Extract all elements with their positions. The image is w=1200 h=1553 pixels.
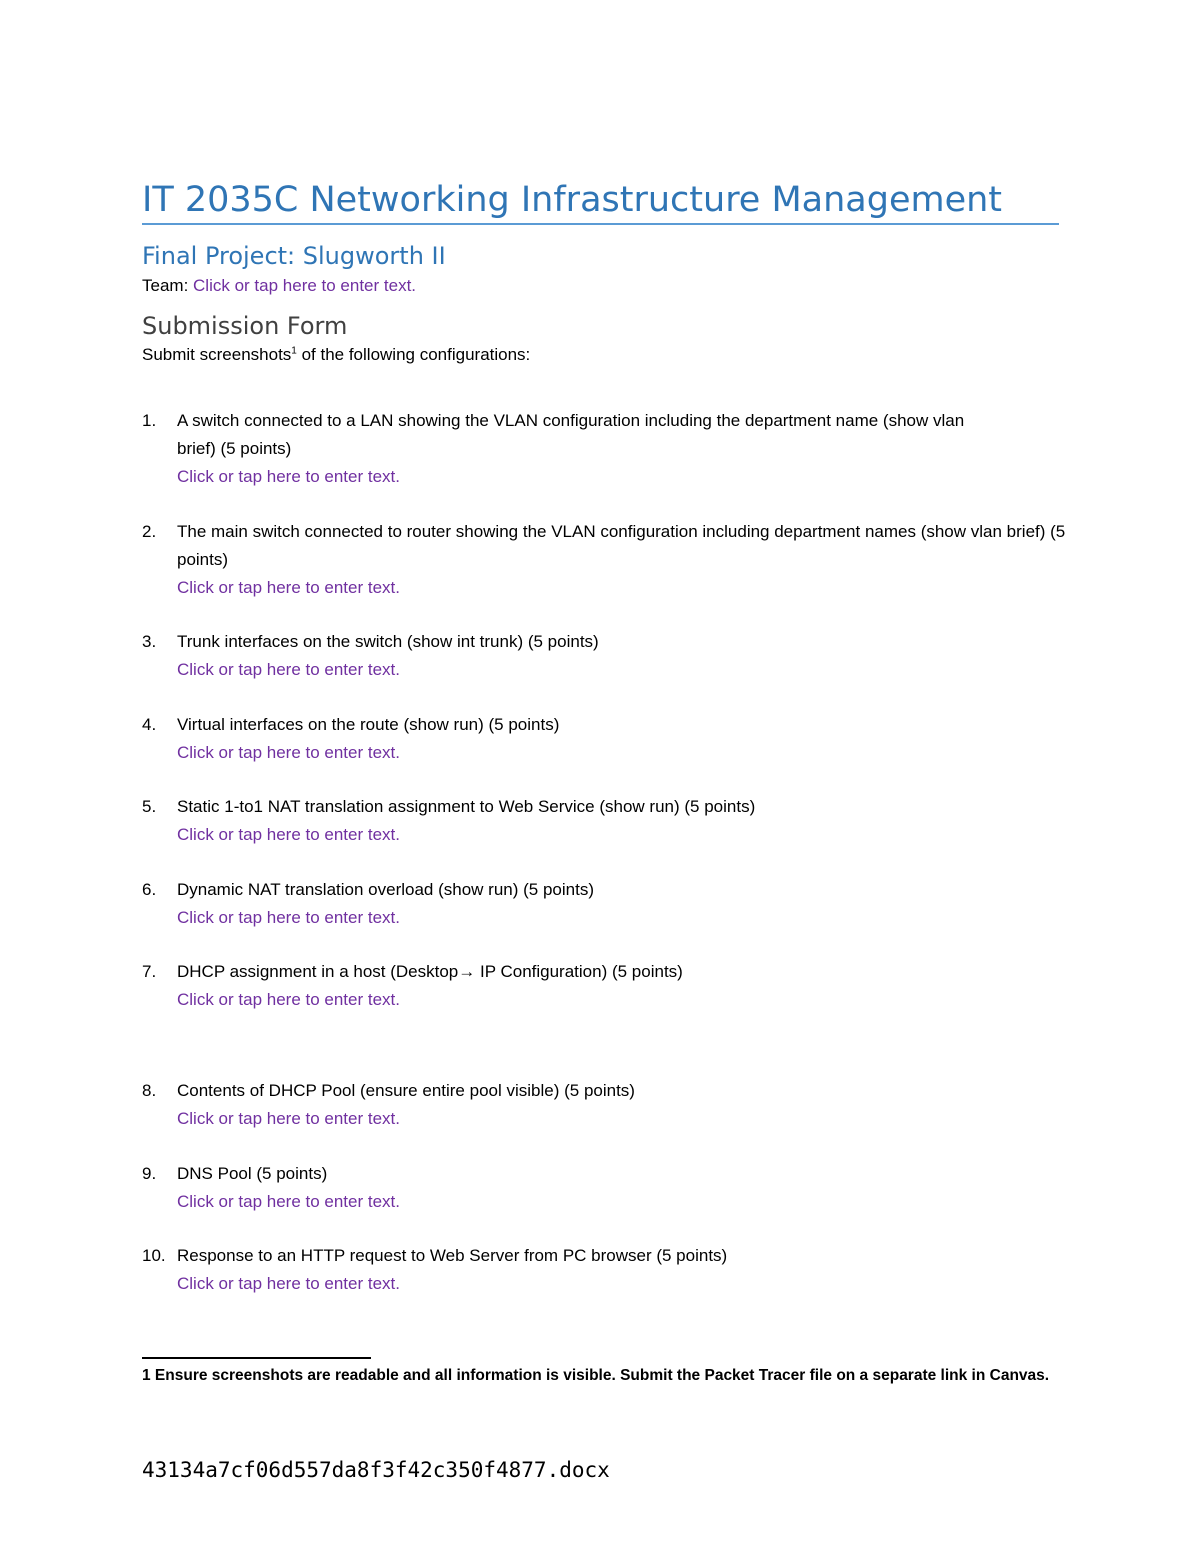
item-answer-input[interactable]: Click or tap here to enter text. [177, 578, 400, 597]
item-answer-input[interactable]: Click or tap here to enter text. [177, 1192, 400, 1211]
section-heading: Submission Form [142, 312, 348, 340]
item-text: Contents of DHCP Pool (ensure entire pool visible) (5 points) [177, 1081, 635, 1100]
item-number: 7. [142, 962, 157, 981]
item-number: 8. [142, 1081, 157, 1100]
item-number: 3. [142, 632, 157, 651]
intro-paragraph [142, 343, 530, 367]
list-item [142, 958, 1072, 1014]
list-item [142, 876, 1072, 932]
item-answer-input[interactable]: Click or tap here to enter text. [177, 990, 400, 1009]
item-answer-input[interactable]: Click or tap here to enter text. [177, 908, 400, 927]
intro-text: Submit screenshots [142, 345, 292, 364]
item-answer-input[interactable]: Click or tap here to enter text. [177, 743, 400, 762]
item-answer-input[interactable]: Click or tap here to enter text. [177, 1274, 400, 1293]
item-number: 4. [142, 715, 157, 734]
footnote-separator [142, 1357, 371, 1359]
item-text: The main switch connected to router showing the VLAN configuration including department names (show vlan brief) (5 points) [177, 522, 1066, 569]
footnote-reference[interactable]: 1 [291, 345, 297, 357]
item-answer-input[interactable]: Click or tap here to enter text. [177, 467, 400, 486]
item-text: Response to an HTTP request to Web Server from PC browser (5 points) [177, 1246, 728, 1265]
file-name: 43134a7cf06d557da8f3f42c350f4877.docx [142, 1458, 610, 1482]
team-line [142, 274, 416, 298]
list-item [142, 1077, 1072, 1133]
title-underline [142, 223, 1059, 225]
list-item [142, 1160, 1072, 1216]
document-title: IT 2035C Networking Infrastructure Management [142, 180, 1003, 220]
list-item [142, 793, 1072, 849]
item-text: Trunk interfaces on the switch (show int trunk) (5 points) [177, 632, 599, 651]
item-number: 5. [142, 797, 157, 816]
list-item [142, 518, 1072, 602]
item-number: 1. [142, 411, 157, 430]
intro-suffix: of the following configurations: [296, 345, 531, 364]
item-text: Virtual interfaces on the route (show run) (5 points) [177, 715, 560, 734]
list-item [142, 1242, 1072, 1298]
item-text: A switch connected to a LAN showing the VLAN configuration including the department name (show vlan brief) (5 points) [177, 411, 965, 458]
item-number: 9. [142, 1164, 157, 1183]
project-subtitle: Final Project: Slugworth II [142, 242, 446, 270]
list-item [142, 628, 1072, 684]
team-label: Team: [142, 276, 189, 295]
list-item [142, 711, 1072, 767]
item-text: DHCP assignment in a host (Desktop→ IP Configuration) (5 points) [177, 962, 683, 981]
item-text: Static 1-to1 NAT translation assignment to Web Service (show run) (5 points) [177, 797, 756, 816]
item-text: Dynamic NAT translation overload (show run) (5 points) [177, 880, 594, 899]
item-answer-input[interactable]: Click or tap here to enter text. [177, 825, 400, 844]
footnote: 1 Ensure screenshots are readable and all information is visible. Submit the Packet Tracer file on a separate link in Canvas. [142, 1367, 1050, 1384]
item-number: 10. [142, 1246, 166, 1265]
item-number: 2. [142, 522, 157, 541]
item-answer-input[interactable]: Click or tap here to enter text. [177, 1109, 400, 1128]
list-item [142, 407, 1072, 491]
team-input[interactable]: Click or tap here to enter text. [193, 276, 417, 295]
item-answer-input[interactable]: Click or tap here to enter text. [177, 660, 400, 679]
item-text: DNS Pool (5 points) [177, 1164, 328, 1183]
item-number: 6. [142, 880, 157, 899]
